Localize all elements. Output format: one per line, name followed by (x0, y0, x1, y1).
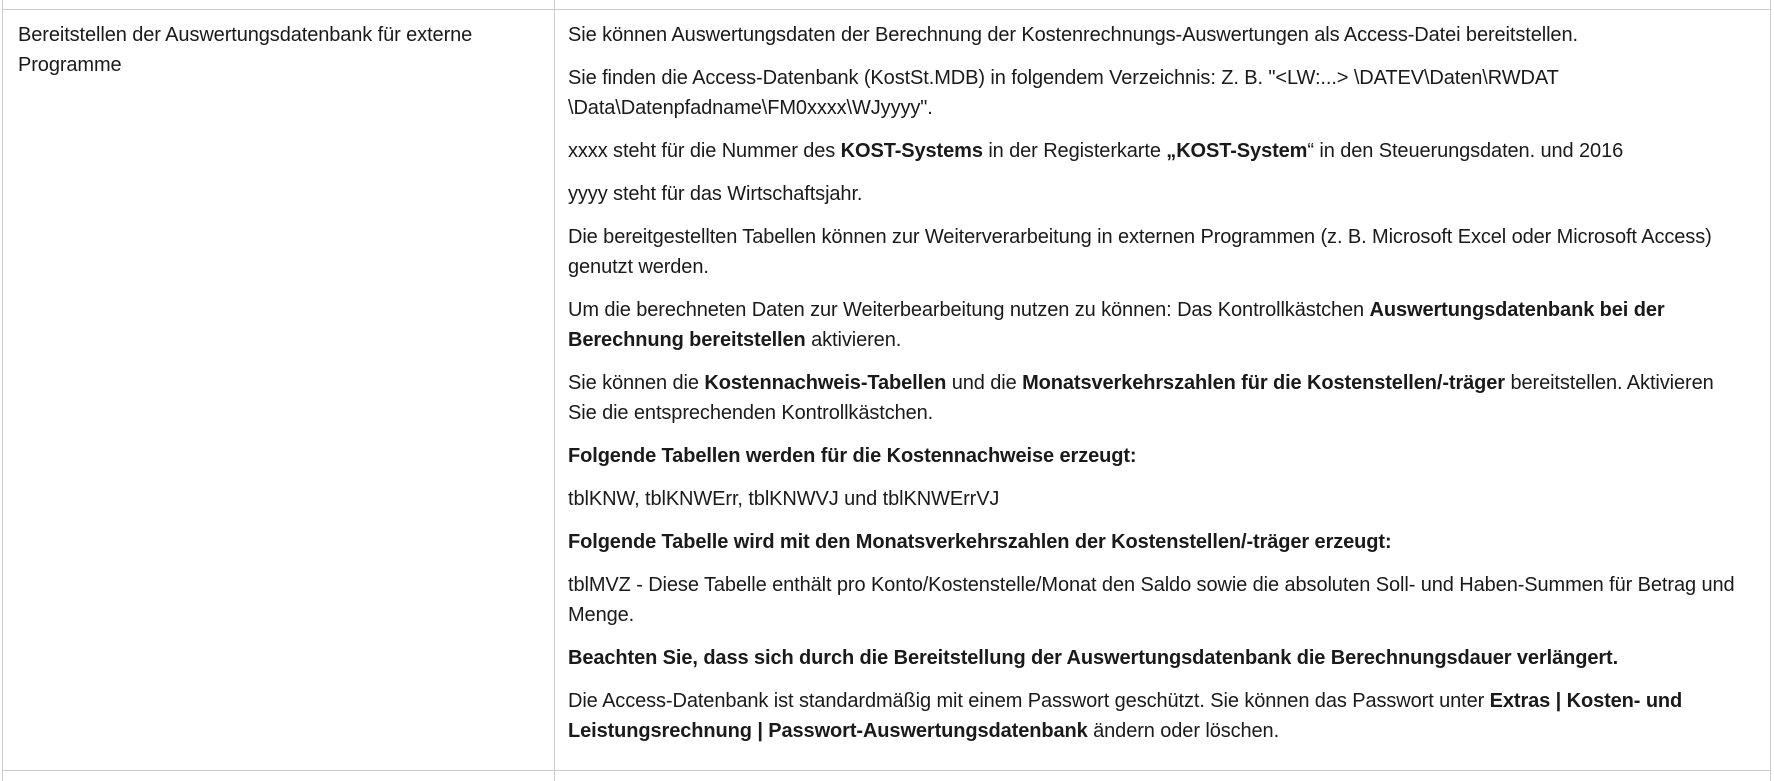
paragraph (568, 20, 1742, 50)
paragraph (568, 686, 1742, 746)
text-segment: Die Access-Datenbank ist standardmäßig mit einem Passwort geschützt. Sie können das Passwort unter (568, 690, 1490, 712)
text-segment: ändern oder löschen. (1087, 720, 1280, 742)
text-segment: xxxx steht für die Nummer des (568, 140, 841, 162)
paragraph (568, 179, 1742, 209)
text-segment: Monatsverkehrszahlen für die Kostenstellen/-träger (1022, 372, 1505, 394)
text-segment: yyyy steht für das Wirtschaftsjahr. (568, 183, 863, 205)
paragraph (568, 136, 1742, 166)
paragraph (568, 63, 1742, 123)
paragraph (568, 222, 1742, 282)
paragraph (568, 295, 1742, 355)
paragraph (568, 368, 1742, 428)
text-segment: und die (946, 372, 1023, 394)
paragraph (568, 441, 1742, 471)
next-row-right-cell (554, 771, 1771, 781)
text-segment: Auswertungsdatenbank bei der Berechnung bereitstellen (568, 299, 1665, 351)
paragraph (568, 570, 1742, 630)
text-segment: “ in den Steuerungsdaten. und 2016 (1307, 140, 1624, 162)
previous-row-sliver (2, 0, 1771, 9)
paragraph (568, 527, 1742, 557)
paragraph (568, 484, 1742, 514)
text-segment: bereitstellen. Aktivieren Sie die entsprechenden Kontrollkästchen. (568, 372, 1714, 424)
text-segment: Beachten Sie, dass sich durch die Bereitstellung der Auswertungsdatenbank die Berechnungsdauer verlängert. (568, 647, 1619, 669)
text-segment: aktivieren. (805, 329, 902, 351)
previous-row-left-cell (2, 0, 554, 9)
text-segment: Extras | Kosten- und Leistungsrechnung | Passwort-Auswertungsdatenbank (568, 690, 1683, 742)
text-segment: Kostennachweis-Tabellen (704, 372, 947, 394)
next-row-sliver (2, 771, 1771, 781)
row-title-cell (2, 9, 554, 771)
text-segment: Die bereitgestellten Tabellen können zur Weiterverarbeitung in externen Programmen (z. B. Microsoft Excel oder Microsoft Access) genutzt werden. (568, 226, 1712, 278)
text-segment: tblMVZ - Diese Tabelle enthält pro Konto/Kostenstelle/Monat den Saldo sowie die absoluten Soll- und Haben-Summen für Betrag und Menge. (568, 574, 1735, 626)
text-segment: Folgende Tabellen werden für die Kostennachweise erzeugt: (568, 445, 1137, 467)
previous-row-right-cell (554, 0, 1771, 9)
table-row (2, 9, 1771, 771)
paragraph (568, 643, 1742, 673)
text-segment: Um die berechneten Daten zur Weiterbearbeitung nutzen zu können: Das Kontrollkästchen (568, 299, 1370, 321)
text-segment: Folgende Tabelle wird mit den Monatsverkehrszahlen der Kostenstellen/-träger erzeugt: (568, 531, 1392, 553)
next-row-left-cell (2, 771, 554, 781)
text-segment: in der Registerkarte (982, 140, 1167, 162)
text-segment: KOST-Systems (840, 140, 983, 162)
text-segment: Sie finden die Access-Datenbank (KostSt.MDB) in folgendem Verzeichnis: Z. B. "<LW:...> \DATEV\Daten\RWDAT \Data\Datenpfadname\FM0xxxx\WJyyyy". (568, 67, 1559, 119)
text-segment: „KOST-System (1166, 140, 1308, 162)
text-segment: Sie können Auswertungsdaten der Berechnung der Kostenrechnungs-Auswertungen als Access-Datei bereitstellen. (568, 24, 1578, 46)
text-segment: tblKNW, tblKNWErr, tblKNWVJ und tblKNWErrVJ (568, 488, 1000, 510)
row-paragraphs (555, 10, 1770, 746)
row-title: Bereitstellen der Auswertungsdatenbank für externe Programme (18, 24, 473, 76)
text-segment: Sie können die (568, 372, 705, 394)
row-content-cell (554, 9, 1771, 771)
help-table (2, 0, 1771, 781)
